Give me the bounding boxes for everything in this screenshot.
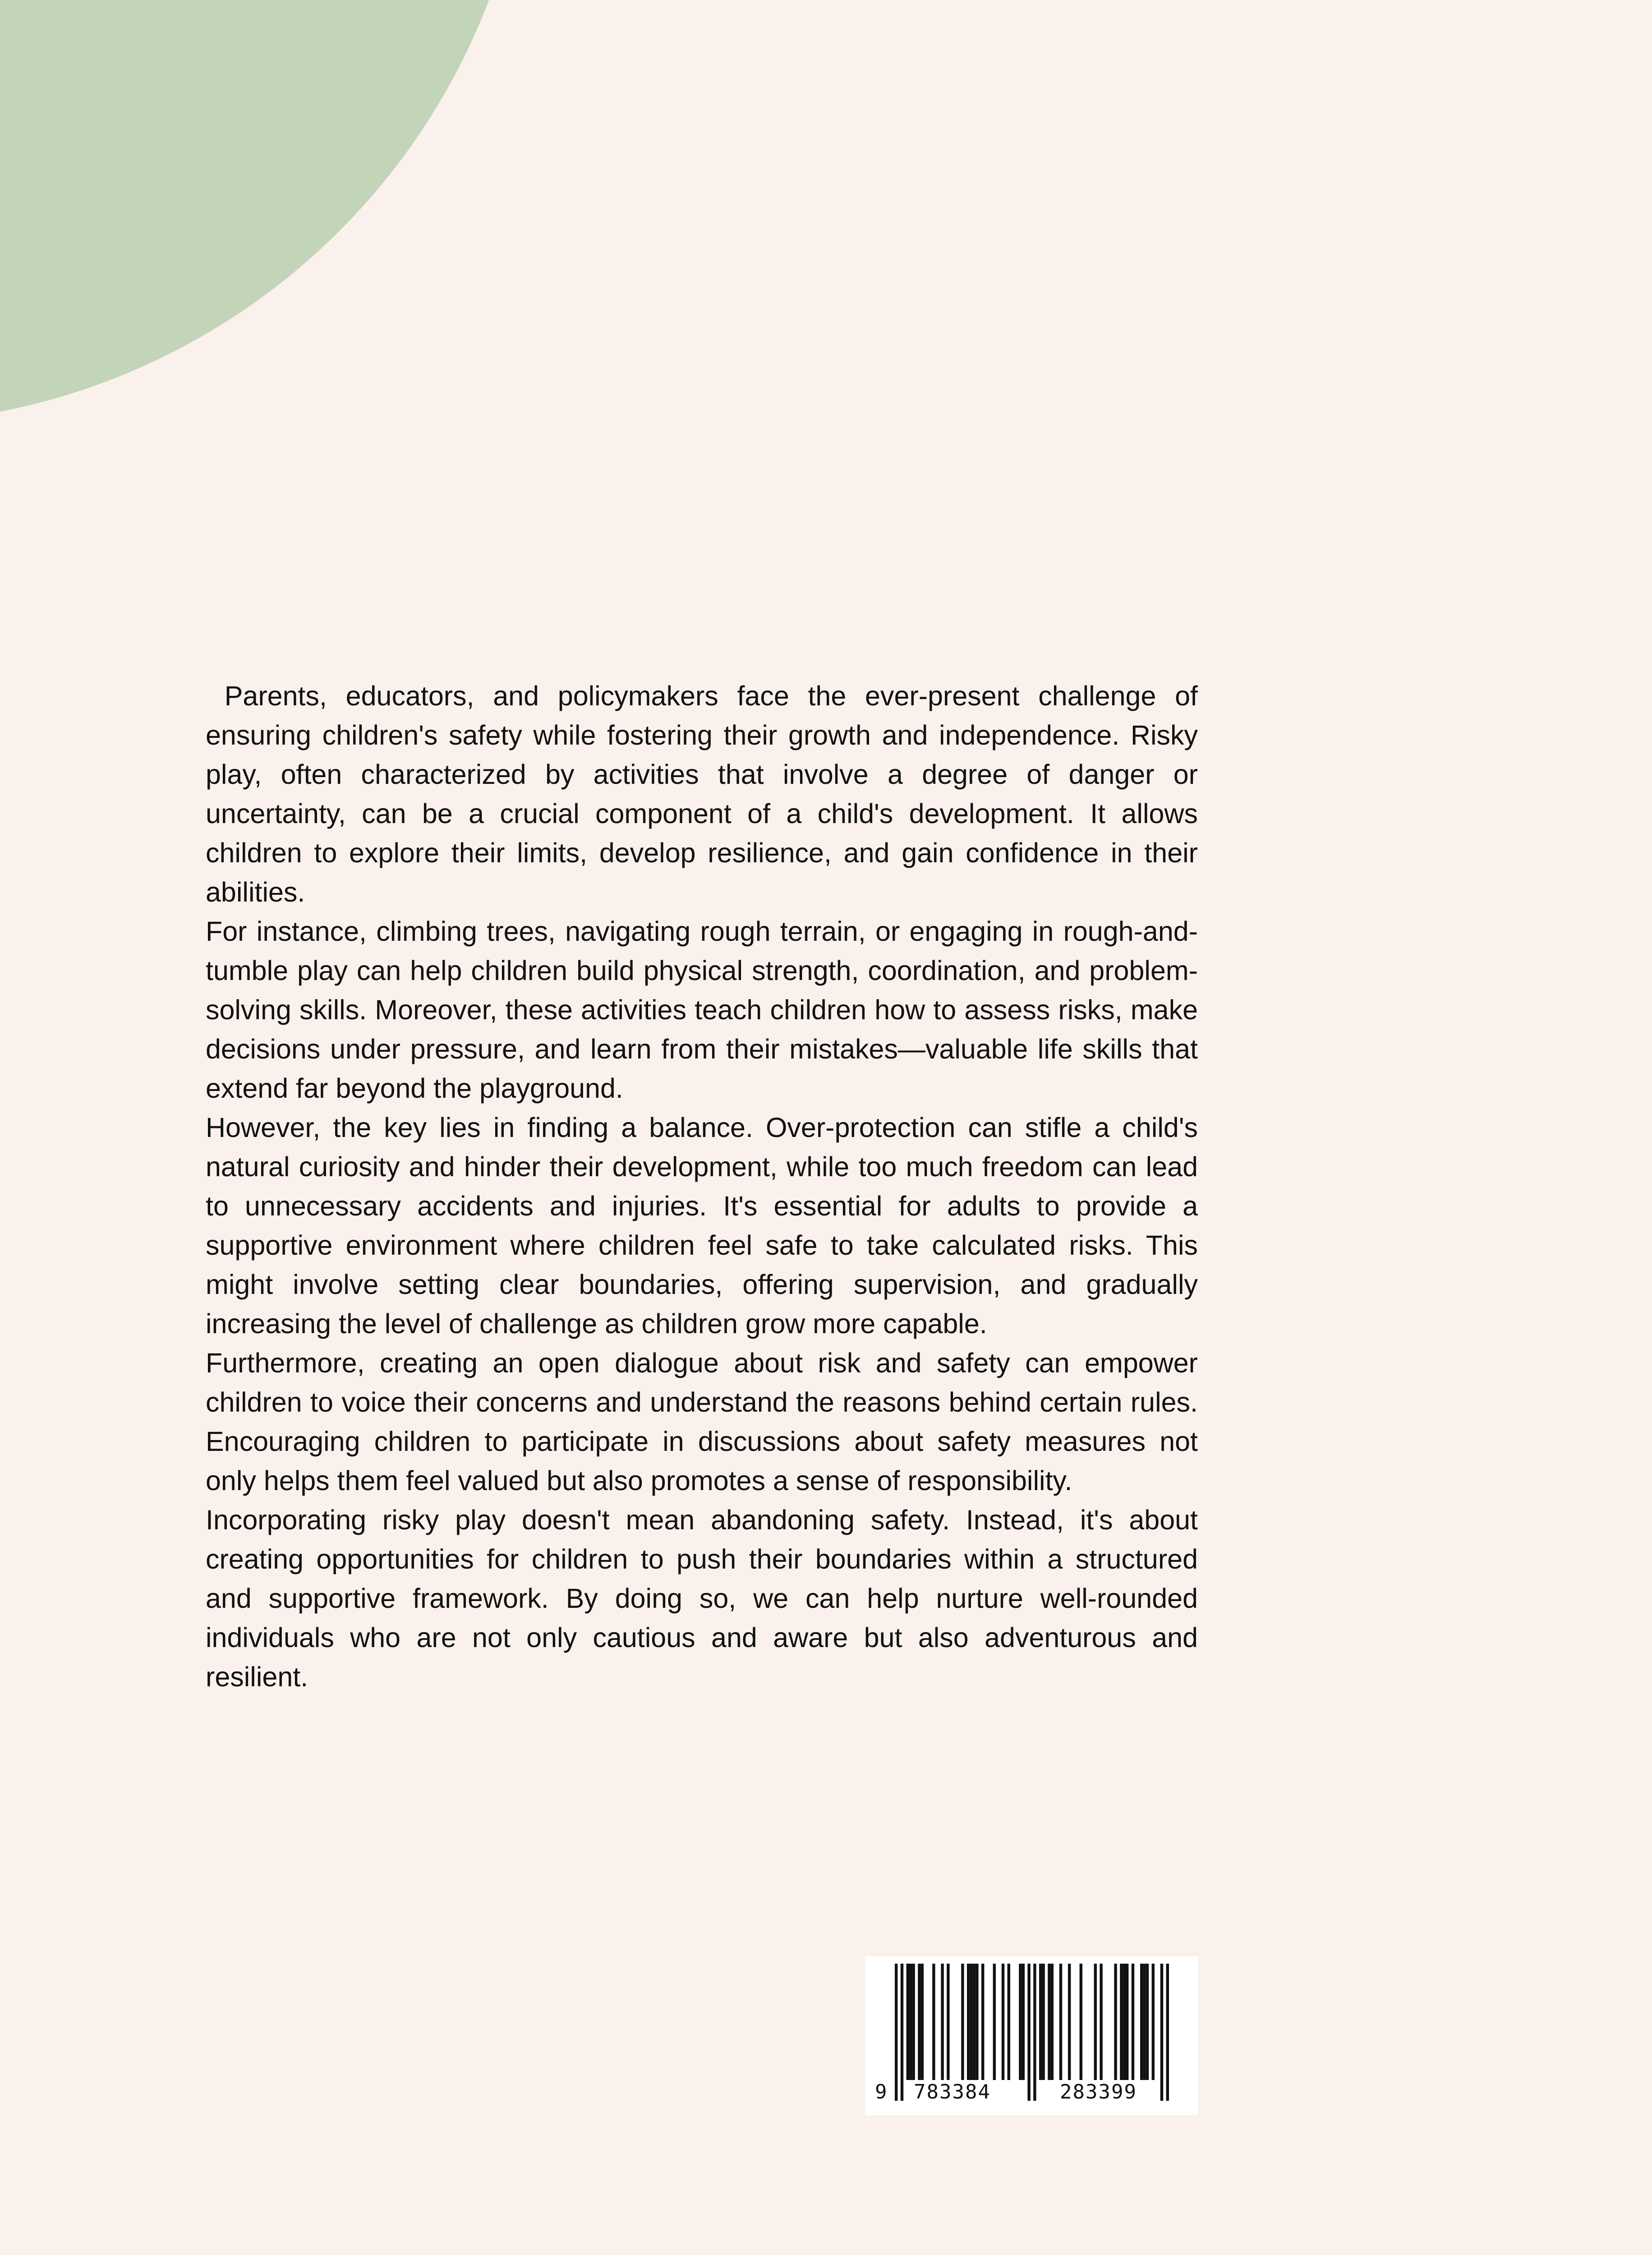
barcode-bar <box>1039 1964 1042 2080</box>
decorative-green-circle <box>0 0 505 415</box>
barcode-bar <box>1126 1964 1128 2080</box>
barcode-guard-bar <box>1166 1964 1169 2101</box>
barcode-left-digits: 783384 <box>914 2080 991 2103</box>
barcode-bar <box>1100 1964 1102 2080</box>
barcode-bar <box>1059 1964 1062 2080</box>
barcode-bar <box>970 1964 972 2080</box>
barcode-bar <box>1152 1964 1155 2080</box>
barcode-right-digits: 283399 <box>1060 2080 1137 2103</box>
barcode-guard-bar <box>1160 1964 1163 2101</box>
isbn-barcode <box>865 1956 1198 2115</box>
paragraph-1: Parents, educators, and policymakers face the ever-present challenge of ensuring children's safety while fostering their growth and independence. Risky play, often characterized by activities that involve a degree of danger or uncertainty, can be a crucial component of a child's development. It allows children to explore their limits, develop resilience, and gain confidence in their abilities. <box>206 681 1198 907</box>
barcode-bar <box>1120 1964 1123 2080</box>
barcode-guard-bar <box>1027 1964 1030 2101</box>
barcode-first-digit: 9 <box>875 2080 888 2103</box>
barcode-bar <box>973 1964 976 2080</box>
barcode-bar <box>1068 1964 1071 2080</box>
barcode-bar <box>1146 1964 1149 2080</box>
barcode-bar <box>981 1964 984 2080</box>
barcode-bar <box>932 1964 935 2080</box>
barcode-bar <box>1042 1964 1045 2080</box>
barcode-guard-bar <box>901 1964 903 2101</box>
back-cover-text <box>206 676 1198 1697</box>
barcode-bar <box>918 1964 920 2080</box>
barcode-bar <box>1022 1964 1025 2080</box>
barcode-bar <box>1048 1964 1050 2080</box>
barcode-bar <box>1114 1964 1117 2080</box>
barcode-bar <box>1080 1964 1082 2080</box>
barcode-bar <box>961 1964 964 2080</box>
paragraph-4: Furthermore, creating an open dialogue about risk and safety can empower children to voice their concerns and understand the reasons behind certain rules. Encouraging children to participate in discussions about safety measures not only helps them feel valued but also promotes a sense of responsibility. <box>206 1348 1198 1496</box>
barcode-bar <box>1008 1964 1010 2080</box>
barcode-bar <box>1123 1964 1126 2080</box>
barcode-bar <box>1019 1964 1022 2080</box>
barcode-bar <box>1002 1964 1004 2080</box>
paragraph-3: However, the key lies in finding a balance. Over-protection can stifle a child's natural curiosity and hinder their development, while too much freedom can lead to unnecessary accidents and injuries. It's essential for adults to provide a supportive environment where children feel safe to take calculated risks. This might involve setting clear boundaries, offering supervision, and gradually increasing the level of challenge as children grow more capable. <box>206 1112 1198 1339</box>
barcode-bar <box>1051 1964 1054 2080</box>
paragraph-2: For instance, climbing trees, navigating rough terrain, or engaging in rough-and-tumble play can help children build physical strength, coordination, and problem-solving skills. Moreover, these activities teach children how to assess risks, make decisions under pressure, and learn from their mistakes—valuable life skills that extend far beyond the playground. <box>206 916 1198 1104</box>
barcode-bar <box>947 1964 949 2080</box>
barcode-bar <box>941 1964 943 2080</box>
barcode-guard-bar <box>895 1964 897 2101</box>
barcode-bar <box>907 1964 909 2080</box>
barcode-bar <box>1140 1964 1143 2080</box>
barcode-bar <box>993 1964 996 2080</box>
barcode-bar <box>921 1964 924 2080</box>
barcode-bar <box>967 1964 970 2080</box>
barcode-guard-bar <box>1033 1964 1036 2101</box>
barcode-bar <box>912 1964 915 2080</box>
barcode-bar <box>1143 1964 1146 2080</box>
barcode-bar <box>909 1964 912 2080</box>
barcode-bar <box>976 1964 978 2080</box>
paragraph-5: Incorporating risky play doesn't mean abandoning safety. Instead, it's about creating opportunities for children to push their boundaries within a structured and supportive framework. By doing so, we can help nurture well-rounded individuals who are not only cautious and aware but also adventurous and resilient. <box>206 1505 1198 1692</box>
barcode-bar <box>1132 1964 1134 2080</box>
barcode-bar <box>1094 1964 1097 2080</box>
